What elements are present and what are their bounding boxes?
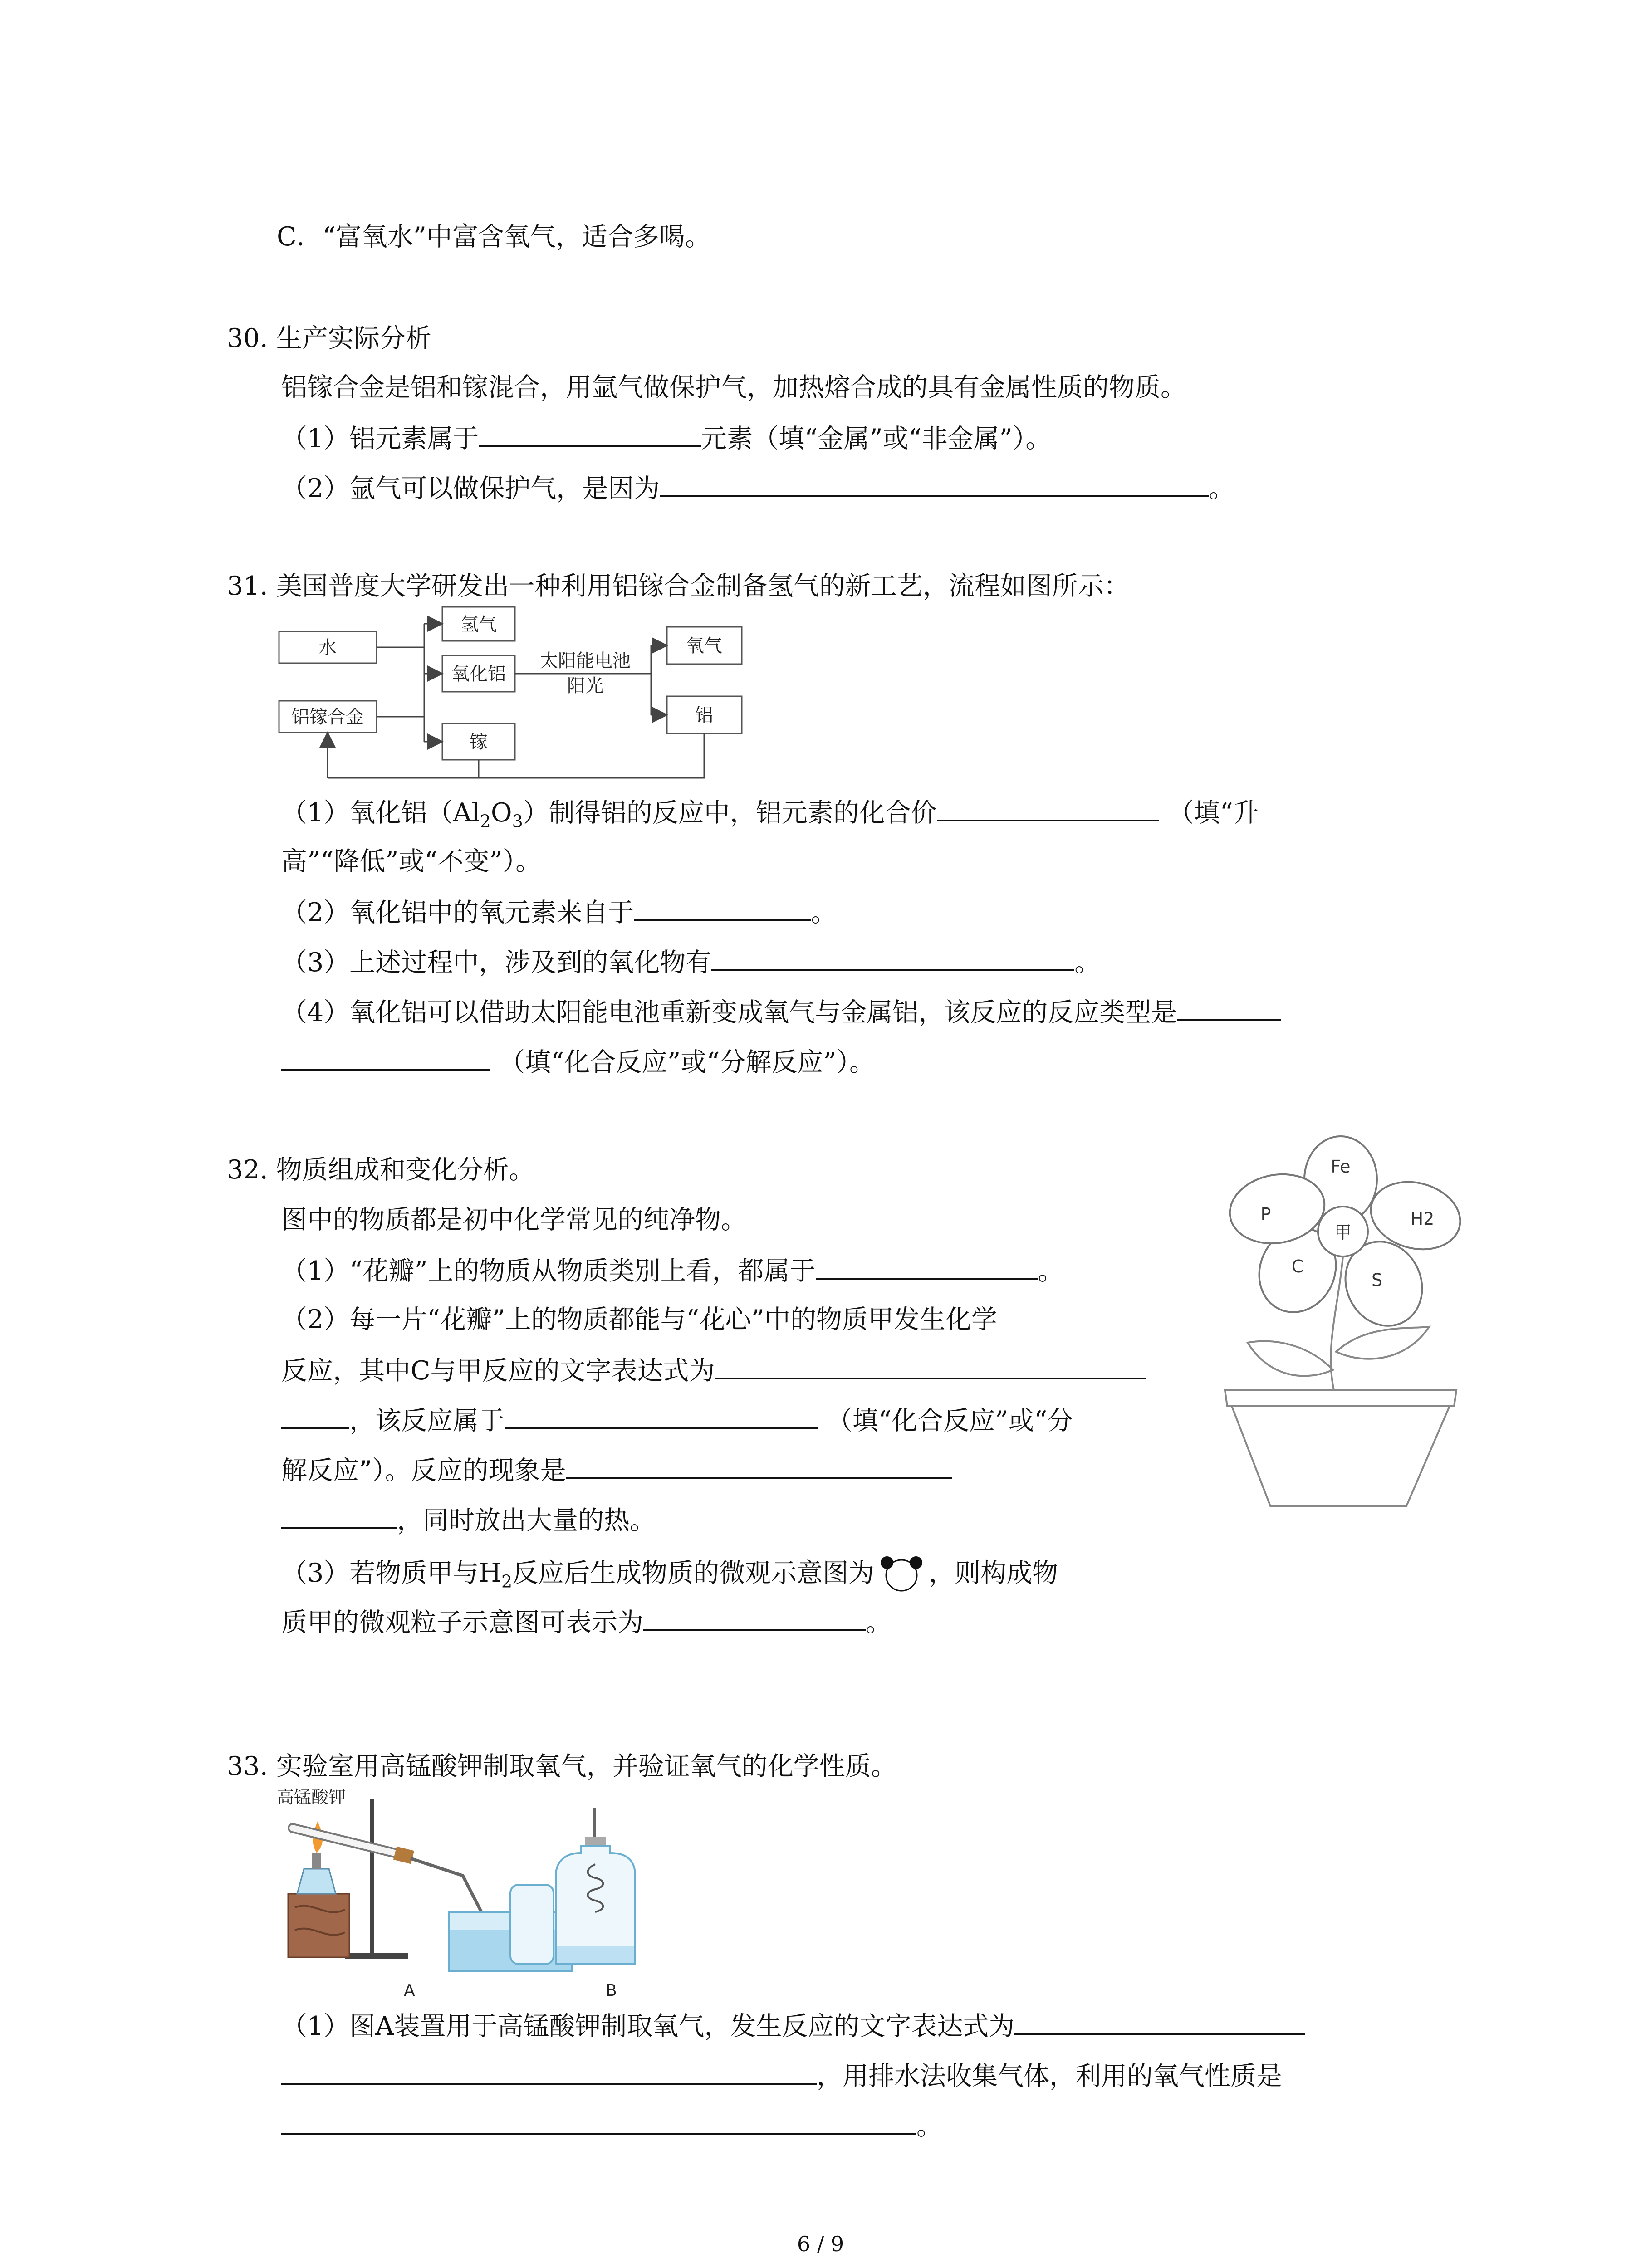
q31-sub3-suffix: 。 bbox=[1074, 948, 1101, 978]
flower-label-h2: H2 bbox=[1410, 1209, 1435, 1229]
q31-blank-4a[interactable] bbox=[1177, 996, 1281, 1021]
q31-sub2-text: （2）氧化铝中的氧元素来自于 bbox=[281, 898, 634, 928]
q32-sub1 bbox=[281, 1254, 1064, 1286]
apparatus-label-b: B bbox=[606, 1981, 617, 2000]
q32-blank-3[interactable] bbox=[643, 1606, 866, 1631]
q32-blank-2b[interactable] bbox=[281, 1404, 349, 1429]
flow-label-water: 水 bbox=[318, 637, 337, 658]
q30-sub1-suffix: 元素（填“金属”或“非金属”）。 bbox=[701, 424, 1052, 454]
q32-sub2-text-c: ，该反应属于 bbox=[349, 1406, 505, 1436]
q32-sub1-suffix: 。 bbox=[1038, 1256, 1064, 1286]
q32-sub3-suffix: 。 bbox=[866, 1608, 892, 1637]
q31-sub1-text-3: （填“升 bbox=[1168, 798, 1259, 828]
q32-sub3-text-c: ，则构成物 bbox=[929, 1558, 1058, 1588]
q33-blank-1c[interactable] bbox=[281, 2109, 916, 2135]
q32-sub3-line2 bbox=[281, 1606, 892, 1638]
q32-blank-2c[interactable] bbox=[505, 1404, 818, 1429]
flow-label-alloy: 铝镓合金 bbox=[291, 707, 364, 728]
q32-blank-1[interactable] bbox=[816, 1254, 1038, 1280]
q33-sub1-line2 bbox=[281, 2059, 1282, 2092]
q32-sub3 bbox=[281, 1554, 1058, 1597]
flow-label-ga: 镓 bbox=[470, 732, 488, 753]
q29-option-c: C．“富氧水”中富含氧气，适合多喝。 bbox=[277, 222, 711, 252]
q31-sub1-text-2: ）制得铝的反应中，铝元素的化合价 bbox=[523, 798, 937, 828]
q32-sub3-text: （3）若物质甲与H bbox=[281, 1558, 501, 1588]
q31-sub3 bbox=[281, 946, 1100, 978]
q33-blank-1a[interactable] bbox=[1014, 2009, 1305, 2035]
q32-sub3-text-d: 质甲的微观粒子示意图可表示为 bbox=[281, 1608, 643, 1637]
q32-blank-2d[interactable] bbox=[566, 1454, 952, 1479]
q32-sub3-text-b: 反应后生成物质的微观示意图为 bbox=[512, 1558, 875, 1588]
q32-sub2-text-b: 反应，其中C与甲反应的文字表达式为 bbox=[281, 1356, 715, 1386]
q30-sub2 bbox=[281, 472, 1234, 504]
flow-label-al: 铝 bbox=[695, 705, 713, 726]
q31-sub1-subscript-1: 2 bbox=[480, 811, 491, 831]
apparatus-label-kmno4: 高锰酸钾 bbox=[277, 1787, 346, 1807]
q31-sub4-suffix: （填“化合反应”或“分解反应”）。 bbox=[499, 1047, 876, 1077]
q32-sub2-line3 bbox=[281, 1404, 1073, 1436]
q33-sub1-suffix: 。 bbox=[916, 2111, 942, 2141]
flower-label-fe: Fe bbox=[1331, 1157, 1351, 1177]
flow-label-o2: 氧气 bbox=[686, 635, 722, 656]
q30-blank-2[interactable] bbox=[660, 472, 1209, 497]
q32-sub2-text-e: 解反应”）。反应的现象是 bbox=[281, 1456, 566, 1486]
q31-blank-4b[interactable] bbox=[281, 1046, 490, 1071]
q31-blank-1[interactable] bbox=[937, 796, 1159, 821]
q31-blank-3[interactable] bbox=[711, 946, 1074, 971]
q32-sub2-line5 bbox=[281, 1504, 656, 1536]
q33-sub1-line3 bbox=[281, 2109, 942, 2141]
q30-sub1-text: （1）铝元素属于 bbox=[281, 424, 479, 454]
q32-blank-2e[interactable] bbox=[281, 1504, 397, 1529]
q32-blank-2a[interactable] bbox=[715, 1354, 1146, 1379]
q32-sub2: （2）每一片“花瓣”上的物质都能与“花心”中的物质甲发生化学 bbox=[281, 1305, 997, 1334]
flower-label-s: S bbox=[1371, 1270, 1383, 1290]
q31-blank-2[interactable] bbox=[634, 896, 811, 921]
q33-apparatus-figure bbox=[272, 1785, 671, 2003]
q32-intro: 图中的物质都是初中化学常见的纯净物。 bbox=[281, 1205, 747, 1235]
q31-sub4-text: （4）氧化铝可以借助太阳能电池重新变成氧气与金属铝，该反应的反应类型是 bbox=[281, 997, 1177, 1027]
apparatus-label-a: A bbox=[404, 1981, 415, 2000]
flower-label-c: C bbox=[1291, 1256, 1304, 1276]
q30-sub2-text: （2）氩气可以做保护气，是因为 bbox=[281, 474, 660, 503]
q31-sub3-text: （3）上述过程中，涉及到的氧化物有 bbox=[281, 948, 712, 978]
flower-label-center: 甲 bbox=[1334, 1222, 1352, 1242]
q33-sub1-text: （1）图A装置用于高锰酸钾制取氧气，发生反应的文字表达式为 bbox=[281, 2011, 1015, 2041]
q31-sub2-suffix: 。 bbox=[811, 898, 837, 928]
q31-sub1-subscript-2: 3 bbox=[512, 811, 523, 831]
q32-sub3-subscript: 2 bbox=[501, 1571, 513, 1592]
q31-sub2 bbox=[281, 896, 837, 928]
q30-sub1 bbox=[281, 422, 1051, 454]
q33-blank-1b[interactable] bbox=[281, 2059, 817, 2085]
q31-sub1 bbox=[281, 796, 1259, 836]
q30-sub2-suffix: 。 bbox=[1209, 474, 1235, 503]
flow-condition-1: 太阳能电池 bbox=[540, 650, 631, 671]
q31-sub4-cont bbox=[281, 1046, 875, 1078]
q32-sub2-line2 bbox=[281, 1354, 1146, 1386]
q31-sub1-formula-o: O bbox=[490, 798, 512, 828]
q33-title: 33. 实验室用高锰酸钾制取氧气，并验证氧气的化学性质。 bbox=[227, 1751, 897, 1781]
q32-sub1-text: （1）“花瓣”上的物质从物质类别上看，都属于 bbox=[281, 1256, 816, 1286]
q32-title: 32. 物质组成和变化分析。 bbox=[227, 1155, 535, 1185]
q31-sub1-cont: 高”“降低”或“不变”）。 bbox=[281, 846, 542, 876]
q33-sub1-text-b: ，用排水法收集气体，利用的氧气性质是 bbox=[817, 2061, 1282, 2091]
flow-condition-2: 阳光 bbox=[567, 675, 603, 696]
flower-label-p: P bbox=[1260, 1204, 1271, 1224]
flow-label-al2o3: 氧化铝 bbox=[451, 664, 506, 684]
water-molecule-icon bbox=[874, 1554, 929, 1594]
q33-sub1 bbox=[281, 2009, 1305, 2042]
q31-title: 31. 美国普度大学研发出一种利用铝镓合金制备氢气的新工艺，流程如图所示： bbox=[227, 571, 1130, 601]
q32-sub2-text-f: ，同时放出大量的热。 bbox=[397, 1505, 656, 1535]
q31-sub1-text: （1）氧化铝（Al bbox=[281, 798, 480, 828]
flow-label-h2: 氢气 bbox=[460, 614, 497, 635]
q31-sub4 bbox=[281, 996, 1281, 1028]
q31-flow-diagram bbox=[272, 603, 749, 794]
q30-intro: 铝镓合金是铝和镓混合，用氩气做保护气，加热熔合成的具有金属性质的物质。 bbox=[281, 372, 1186, 402]
q32-sub2-text-d: （填“化合反应”或“分 bbox=[827, 1406, 1073, 1436]
page-number: 6 / 9 bbox=[797, 2232, 844, 2256]
q30-title: 30. 生产实际分析 bbox=[227, 323, 431, 353]
q30-blank-1[interactable] bbox=[479, 422, 701, 447]
flower-figure bbox=[1216, 1134, 1470, 1515]
q32-sub2-line4 bbox=[281, 1454, 952, 1486]
